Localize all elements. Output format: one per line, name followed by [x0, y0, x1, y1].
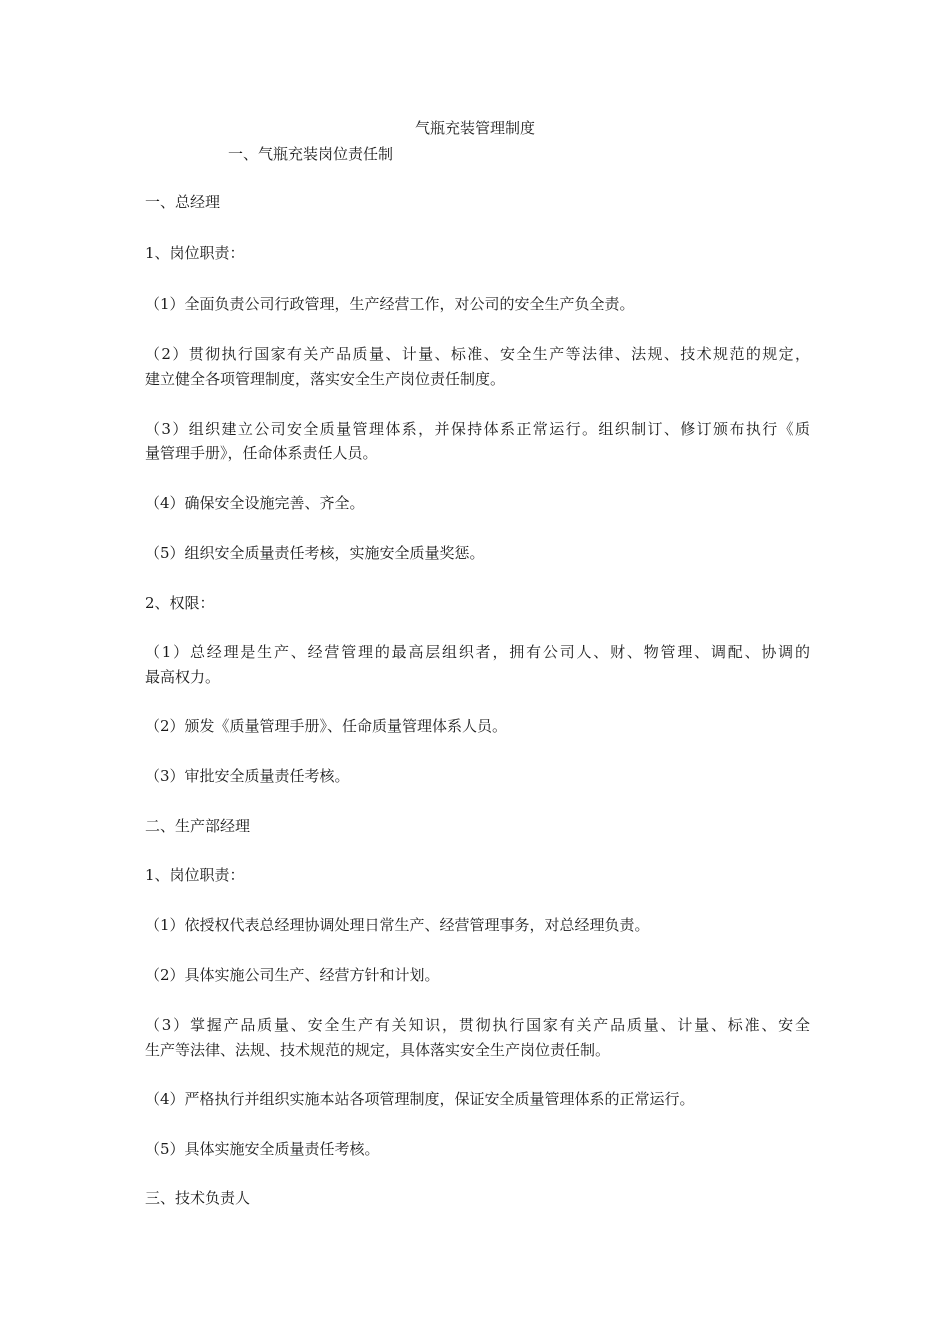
subheading-duties: 1、岗位职责：: [145, 244, 245, 262]
section-heading-production-manager: 二、生产部经理: [145, 817, 251, 835]
paragraph-line: 生产等法律、法规、技术规范的规定，具体落实安全生产岗位责任制。: [145, 1041, 611, 1059]
section-heading-technical-lead: 三、技术负责人: [145, 1189, 251, 1207]
section-heading-general-manager: 一、总经理: [145, 193, 221, 211]
paragraph-line: （5）组织安全质量责任考核，实施安全质量奖惩。: [145, 544, 485, 562]
paragraph-line: （3）审批安全质量责任考核。: [145, 767, 350, 785]
paragraph-line: （5）具体实施安全质量责任考核。: [145, 1140, 380, 1158]
document-subtitle: 一、气瓶充装岗位责任制: [228, 145, 394, 163]
paragraph-line: （4）严格执行并组织实施本站各项管理制度，保证安全质量管理体系的正常运行。: [145, 1090, 695, 1108]
paragraph-line: （1）全面负责公司行政管理，生产经营工作，对公司的安全生产负全责。: [145, 295, 635, 313]
paragraph-line: 量管理手册》，任命体系责任人员。: [145, 444, 378, 462]
paragraph-line: （2）贯彻执行国家有关产品质量、计量、标准、安全生产等法律、法规、技术规范的规定，: [145, 345, 810, 363]
paragraph-line: （1）总经理是生产、经营管理的最高层组织者，拥有公司人、财、物管理、调配、协调的: [145, 643, 810, 661]
paragraph-line: （1）依授权代表总经理协调处理日常生产、经营管理事务，对总经理负责。: [145, 916, 650, 934]
subheading-duties: 1、岗位职责：: [145, 866, 245, 884]
paragraph-line: （3）组织建立公司安全质量管理体系，并保持体系正常运行。组织制订、修订颁布执行《质: [145, 420, 810, 438]
paragraph-line: （4）确保安全设施完善、齐全。: [145, 494, 365, 512]
paragraph-line: （2）颁发《质量管理手册》、任命质量管理体系人员。: [145, 717, 508, 735]
paragraph-line: （2）具体实施公司生产、经营方针和计划。: [145, 966, 440, 984]
paragraph-line: （3）掌握产品质量、安全生产有关知识，贯彻执行国家有关产品质量、计量、标准、安全: [145, 1016, 810, 1034]
subheading-authority: 2、权限：: [145, 594, 215, 612]
document-title: 气瓶充装管理制度: [414, 119, 535, 137]
paragraph-line: 最高权力。: [145, 668, 221, 686]
paragraph-line: 建立健全各项管理制度，落实安全生产岗位责任制度。: [145, 370, 506, 388]
